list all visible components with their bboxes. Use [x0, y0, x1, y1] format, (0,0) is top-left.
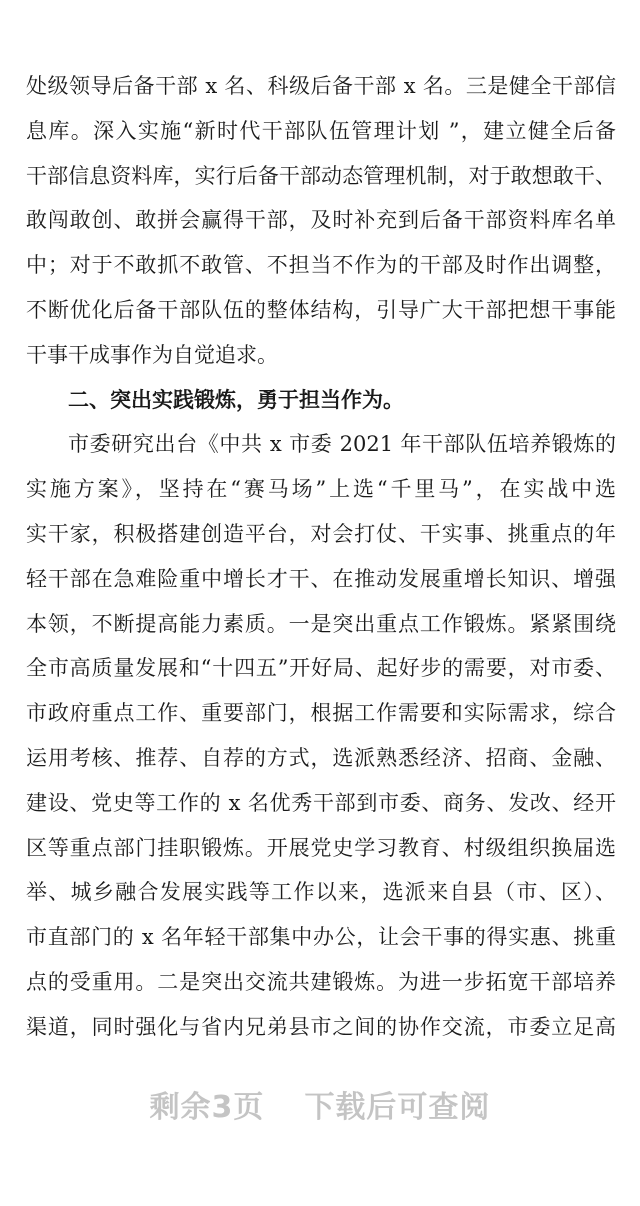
- paragraph-line: 点的受重用。二是突出交流共建锻炼。为进一步拓宽干部培养: [26, 969, 616, 994]
- paragraph-line: 市政府重点工作、重要部门，根据工作需要和实际需求，综合: [26, 701, 616, 726]
- paragraph-line: 举、城乡融合发展实践等工作以来，选派来自县（市、区）、: [26, 880, 616, 905]
- paragraph-line: 干事干成事作为自觉追求。: [26, 342, 278, 367]
- paragraph-line: 区等重点部门挂职锻炼。开展党史学习教育、村级组织换届选: [26, 835, 616, 860]
- download-to-read-label: 下载后可查阅: [304, 1090, 491, 1125]
- paragraph-line: 本领，不断提高能力素质。一是突出重点工作锻炼。紧紧围绕: [26, 611, 616, 636]
- paragraph-line: 息库。深入实施“新时代干部队伍管理计划 ”，建立健全后备: [26, 118, 616, 143]
- paragraph-line: 全市高质量发展和“十四五”开好局、起好步的需要，对市委、: [26, 656, 616, 681]
- paragraph-line: 敢闯敢创、敢拼会赢得干部，及时补充到后备干部资料库名单: [26, 208, 616, 233]
- section-heading: 二、突出实践锻炼，勇于担当作为。: [68, 387, 404, 412]
- paragraph-line: 市直部门的 x 名年轻干部集中办公，让会干事的得实惠、挑重: [26, 925, 616, 950]
- document-body: [26, 64, 616, 1050]
- download-prompt[interactable]: [0, 1086, 640, 1130]
- paragraph-line: 轻干部在急难险重中增长才干、在推动发展重增长知识、增强: [26, 566, 616, 591]
- paragraph-line: 中；对于不敢抓不敢管、不担当不作为的干部及时作出调整，: [26, 253, 616, 278]
- paragraph-line: 不断优化后备干部队伍的整体结构，引导广大干部把想干事能: [26, 297, 616, 322]
- paragraph-line: 干部信息资料库，实行后备干部动态管理机制，对于敢想敢干、: [26, 163, 616, 188]
- paragraph-line: 建设、党史等工作的 x 名优秀干部到市委、商务、发改、经开: [26, 790, 616, 815]
- paragraph-line: 实施方案》，坚持在“赛马场”上选“千里马”，在实战中选: [26, 477, 616, 502]
- remaining-pages-label: 剩余3页: [149, 1090, 265, 1125]
- paragraph-line: 运用考核、推荐、自荐的方式，选派熟悉经济、招商、金融、: [26, 745, 616, 770]
- paragraph-line: 处级领导后备干部 x 名、科级后备干部 x 名。三是健全干部信: [26, 74, 616, 98]
- paragraph-line: 渠道，同时强化与省内兄弟县市之间的协作交流，市委立足高: [26, 1014, 616, 1039]
- paragraph-line: 实干家，积极搭建创造平台，对会打仗、干实事、挑重点的年: [26, 521, 616, 546]
- paragraph-line: 市委研究出台《中共 x 市委 2021 年干部队伍培养锻炼的: [68, 432, 616, 457]
